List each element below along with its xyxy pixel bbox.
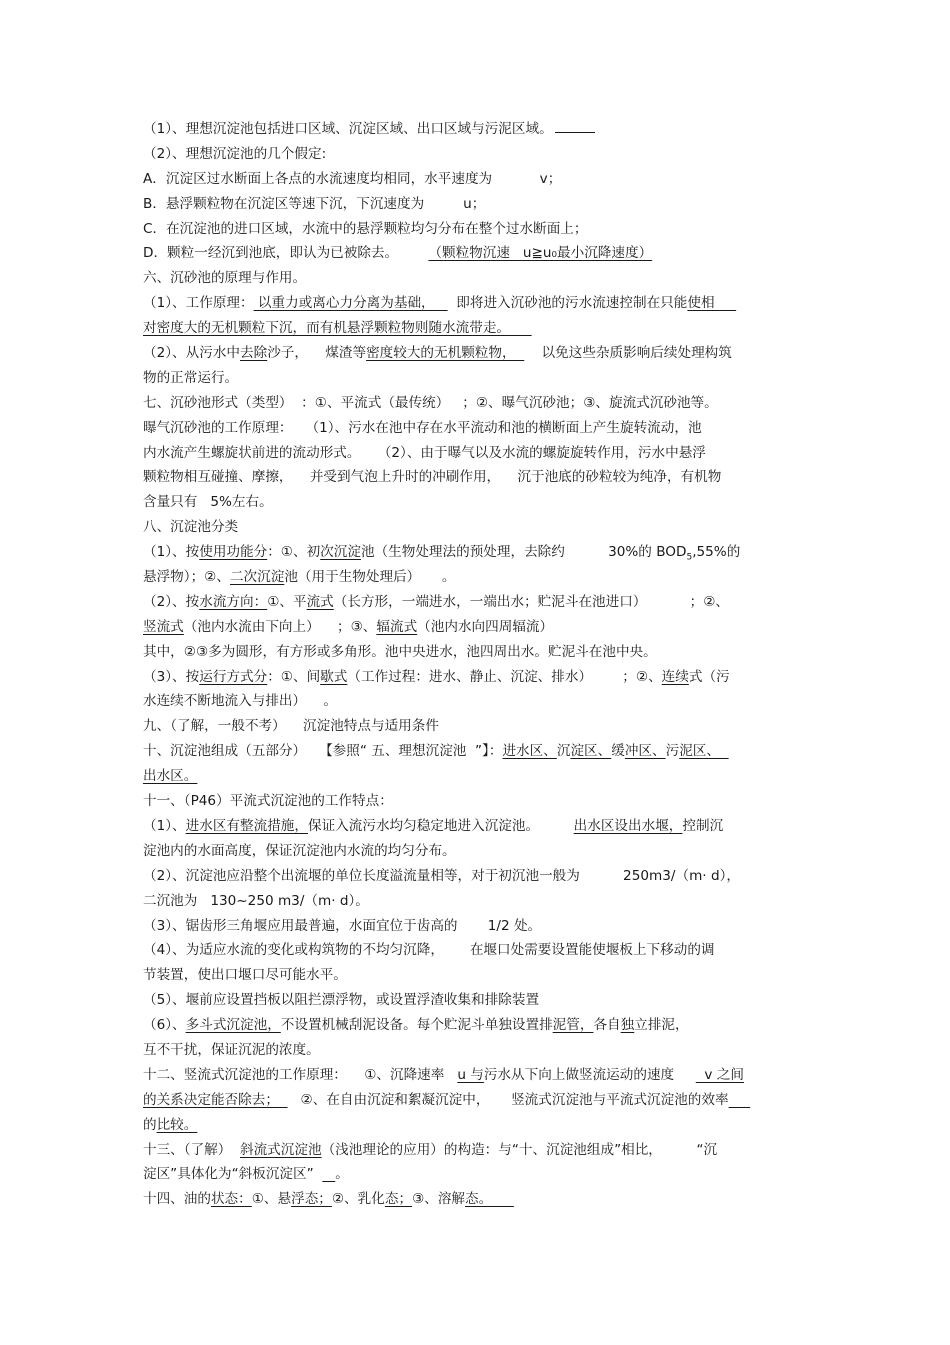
text-segment: 颗粒物相互碰撞、摩擦， 并受到气泡上升时的冲刷作用， 沉于池底的砂粒较为纯净，有机物 [143,469,722,486]
text-line [143,988,807,1013]
text-line [143,714,807,739]
text-segment: 淀池内的水面高度，保证沉淀池内水流的均匀分布。 [143,842,456,859]
text-line [143,291,807,316]
underlined-text: 淀区、 [570,743,612,760]
underlined-text: 态； [384,1191,413,1208]
underlined-text: 态。 [465,1191,514,1208]
text-line [143,1187,807,1212]
text-segment: 各自 [593,1017,621,1034]
underlined-text: 辐流式 [376,618,418,635]
text-segment: 十四、油的 [143,1191,211,1208]
text-line [143,789,807,814]
text-segment: 十、沉淀池组成（五部分） 【参照“ 五、理想沉淀池 ”】： [143,743,503,760]
text-segment: （浅池理论的应用）的构造：与“十、沉淀池组成”相比， “沉 [321,1141,718,1158]
text-line [143,590,807,615]
underlined-text: 以重力或离心力分离为基础， [253,295,448,312]
text-segment: （3）、按 [143,668,200,685]
text-line [143,889,807,914]
text-line [143,963,807,988]
text-segment: ②、乳化 [331,1191,385,1208]
text-line [143,565,807,590]
text-segment: 池（生物处理法的预处理，去除约 30%的 BOD [360,544,687,561]
text-line [143,615,807,640]
text-segment: 物的正常运行。 [143,369,239,386]
text-segment: （池内水流由下向上） ；③、 [183,618,377,635]
underlined-text: 连续 [661,668,689,685]
text-segment: 曝气沉砂池的工作原理： （1）、污水在池中存在水平流动和池的横断面上产生旋转流动，池 [143,419,702,436]
text-segment: 污水从下向上做竖流运动的速度 [483,1066,696,1083]
text-segment: （4）、为适应水流的变化或构筑物的不均匀沉降， 在堰口处需要设置能使堰板上下移动的调 [143,942,715,959]
text-segment: ①、平 [267,593,307,610]
text-line [143,490,807,515]
text-line [143,739,807,764]
text-line [143,465,807,490]
text-segment: 六、沉砂池的原理与作用。 [143,270,307,287]
document-body [143,117,807,1212]
text-segment: ③、溶解 [412,1191,466,1208]
underlined-text: 二次沉淀 [229,569,285,586]
text-line [143,665,807,690]
underlined-text: 出水区。 [143,768,198,785]
underlined-text: u 与 [457,1066,484,1083]
underlined-text: 泥区、 [679,743,729,760]
text-segment: 沙子， 煤渣等 [267,345,367,362]
underlined-text: 使用功能分 [199,544,268,561]
underlined-text: 密度较大的无机颗粒物， [366,345,525,362]
text-segment: ②、在自由沉淀和絮凝沉淀中， 竖流式沉淀池与平流式沉淀池的效率 [287,1091,729,1108]
text-segment: （长方形，一端进水，一端出水；贮泥斗在池进口） ；②、 [333,593,730,610]
text-line [143,864,807,889]
underlined-text: 使相 [687,295,737,312]
text-segment: ,55%的 [692,544,741,561]
text-segment: 节装置，使出口堰口尽可能水平。 [143,967,347,984]
underlined-text [322,1166,335,1182]
text-line [143,1162,807,1187]
text-line [143,167,807,192]
text-segment: （2）、从污水中 [143,345,241,362]
underlined-text: 进水区、 [502,743,557,760]
underlined-text: 泥管， [552,1017,594,1034]
text-segment: ①、悬 [251,1191,292,1208]
text-line [143,540,807,565]
text-segment: 悬浮物）；②、 [143,569,230,586]
underlined-text: v 之间 [695,1066,744,1083]
text-segment: （1）、理想沉淀池包括进口区域、沉淀区域、出口区域与污泥区域。 [143,121,553,137]
underlined-text: 多斗式沉淀池， [185,1017,281,1034]
text-line [143,1088,807,1113]
text-segment: （1）、 [143,817,186,834]
text-line [143,764,807,789]
underlined-text: （颗粒物沉速 u≧u₀最小沉降速度） [428,245,653,262]
underlined-text: 水流方向： [199,593,268,610]
text-line [143,1138,807,1163]
text-segment: （3）、锯齿形三角堰应用最普遍，水面宜位于齿高的 1/2 处。 [143,917,542,934]
text-segment: 内水流产生螺旋状前进的流动形式。 （2）、由于曝气以及水流的螺旋旋转作用，污水中悬浮 [143,444,706,461]
text-line [143,1063,807,1088]
underlined-text: 次沉淀 [320,544,361,561]
text-segment: （2）、沉淀池应沿整个出流堰的单位长度溢流量相等，对于初沉池一般为 250m3/（m· d）， [143,867,740,884]
text-segment: 缓 [611,743,625,760]
text-line [143,839,807,864]
text-line [143,441,807,466]
text-line [143,814,807,839]
underlined-text: 进水区有整流措施， [185,817,308,834]
text-segment: 的 [143,1116,157,1133]
text-line [143,391,807,416]
text-segment: （1）、工作原理： [143,295,254,312]
text-segment: （工作过程：进水、静止、沉淀、排水） ；②、 [347,668,662,685]
underline-blank [555,131,595,133]
text-segment: A．沉淀区过水断面上各点的水流速度均相同，水平速度为 v； [143,170,562,187]
text-line [143,938,807,963]
text-line [143,689,807,714]
text-segment: 污 [665,743,680,760]
text-segment: 十三、（了解） [143,1141,240,1158]
text-segment: 十二、竖流式沉淀池的工作原理： ①、沉降速率 [143,1066,458,1083]
text-line [143,266,807,291]
text-segment: 二沉池为 130~250 m3/（m· d）。 [143,892,369,909]
text-segment: 立排泥， [634,1017,689,1034]
text-segment: ：①、间 [267,668,321,685]
text-line [143,241,807,266]
underlined-text: 歇式 [320,668,348,685]
text-line [143,515,807,540]
text-segment: 水连续不断地流入与排出） 。 [143,693,338,710]
text-line [143,316,807,341]
underlined-text: 出水区设出水堰， [573,817,683,834]
underlined-text: 运行方式分 [199,668,268,685]
text-segment: 式（污 [688,668,730,685]
text-segment: （6）、 [143,1017,186,1034]
text-line [143,192,807,217]
text-segment: D．颗粒一经沉到池底，即认为已被除去。 [143,245,429,262]
text-line [143,142,807,167]
underlined-text: 对密度大的无机颗粒下沉，而有机悬浮颗粒物则随水流带走。 [143,320,532,337]
text-segment: 八、沉淀池分类 [143,519,239,536]
underlined-text: 比较。 [156,1116,198,1133]
text-segment: 控制沉 [682,817,724,834]
underlined-text: 浮态； [291,1191,332,1208]
text-segment: 不设置机械刮泥设备。每个贮泥斗单独设置排 [280,1017,553,1034]
underlined-text: 状态： [210,1191,252,1208]
text-segment: 淀区”具体化为“斜板沉淀区” [143,1166,323,1183]
text-line [143,366,807,391]
text-segment: 池（用于生物处理后） 。 [284,569,456,586]
text-segment: （1）、按 [143,544,200,561]
text-segment: 九、（了解，一般不考） 沉淀池特点与适用条件 [143,718,439,735]
underlined-text: 独 [620,1017,635,1034]
text-segment: 互不干扰，保证沉泥的浓度。 [143,1041,320,1058]
text-segment: （5）、堰前应设置挡板以阻拦漂浮物，或设置浮渣收集和排除装置 [143,992,540,1009]
text-segment: （2）、理想沉淀池的几个假定: [143,145,327,162]
underlined-text: 流式 [306,593,334,610]
text-line [143,640,807,665]
text-line [143,217,807,242]
text-line [143,341,807,366]
text-line [143,1013,807,1038]
text-line [143,117,807,142]
text-segment: （2）、按 [143,593,200,610]
text-segment: 5 [686,552,693,563]
underlined-text: 去除 [240,345,268,362]
text-segment: 其中，②③多为圆形，有方形或多角形。池中央进水，池四周出水。贮泥斗在池中央。 [143,643,657,660]
underlined-text [729,1092,751,1108]
text-segment: 沉 [556,743,571,760]
text-segment: 以免这些杂质影响后续处理构筑 [524,345,732,362]
underlined-text: 斜流式沉淀池 [240,1141,322,1158]
text-segment: （池内水向四周辐流） [417,618,554,635]
text-segment: 。 [335,1166,349,1183]
text-segment: 含量只有 5%左右。 [143,494,273,511]
underlined-text: 竖流式 [143,618,184,635]
text-line [143,1038,807,1063]
underlined-text: 冲区、 [624,743,666,760]
text-line [143,914,807,939]
text-segment: B．悬浮颗粒物在沉淀区等速下沉，下沉速度为 u； [143,195,486,212]
underlined-text: 的关系决定能否除去； [143,1091,288,1108]
text-segment: 即将进入沉砂池的污水流速控制在只能 [447,295,688,312]
text-segment: C．在沉淀池的进口区域，水流中的悬浮颗粒均匀分布在整个过水断面上； [143,220,588,237]
text-segment: 七、沉砂池形式（类型） ：①、平流式（最传统） ；②、曝气沉砂池；③、旋流式沉砂池等。 [143,394,718,411]
text-segment: 十一、（P46）平流式沉淀池的工作特点： [143,793,393,810]
text-line [143,1113,807,1138]
text-line [143,416,807,441]
text-segment: ：①、初 [267,544,321,561]
text-segment: 保证入流污水均匀稳定地进入沉淀池。 [307,817,574,834]
